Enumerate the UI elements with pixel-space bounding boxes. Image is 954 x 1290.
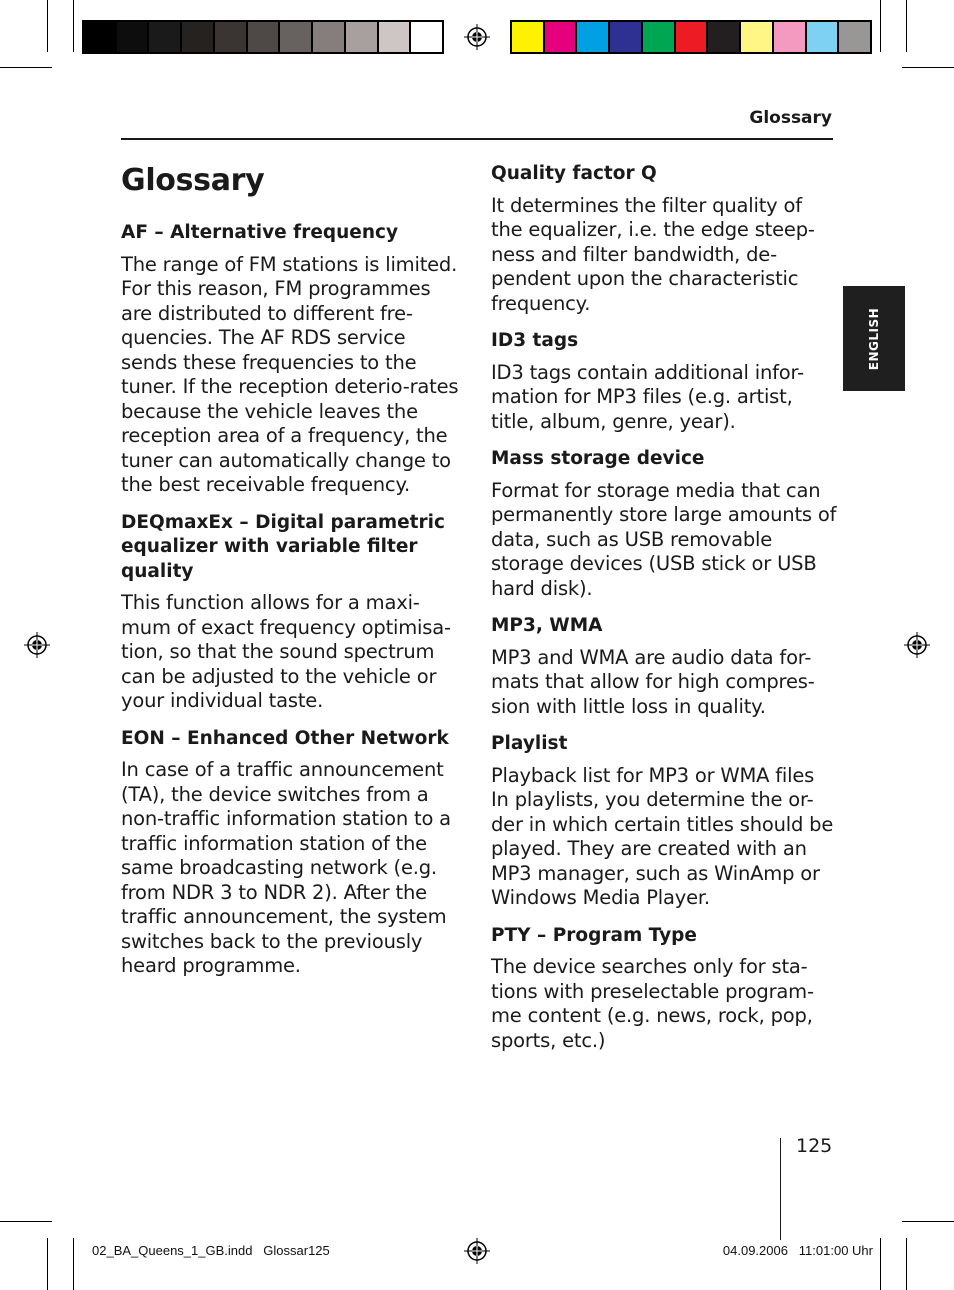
crop-mark	[880, 0, 881, 52]
glossary-entry	[491, 732, 837, 911]
entry-definition: Playback list for MP3 or WMA files In playlists, you determine the or-der in which certain titles should be played. They are created with an MP3 manager, such as WinAmp or Windows Media Player.	[491, 763, 834, 909]
page-title: Glossary	[121, 163, 265, 198]
process-color-swatch	[837, 22, 870, 52]
entry-definition: In case of a traffic announcement (TA), the device switches from a non-traffic information station to a traffic information station of the same broadcasting network (e.g. from NDR 3 to NDR 2). After the traffic announcement, the system switches back to the previously heard programme.	[121, 758, 451, 977]
process-color-swatch	[805, 22, 838, 52]
registration-mark-icon	[904, 632, 930, 658]
entry-term: PTY – Program Type	[491, 924, 697, 946]
registration-mark-icon	[24, 632, 50, 658]
grayscale-swatch	[147, 22, 180, 52]
process-color-swatch	[543, 22, 576, 52]
entry-definition: Format for storage media that can permanently store large amounts of data, such as USB removable storage devices (USB stick or USB hard disk).	[491, 478, 837, 600]
crop-mark	[902, 67, 954, 68]
header-rule	[121, 138, 833, 140]
running-head: Glossary	[749, 108, 832, 128]
entry-term: EON – Enhanced Other Network	[121, 727, 449, 749]
registration-mark-icon	[464, 1238, 490, 1264]
glossary-entry	[491, 924, 837, 1054]
process-color-bar	[510, 20, 872, 54]
entry-definition: The device searches only for sta-tions with preselectable program-me content (e.g. news, rock, pop, sports, etc.)	[491, 955, 814, 1052]
grayscale-swatch	[344, 22, 377, 52]
entry-definition: It determines the filter quality of the equalizer, i.e. the edge steep-ness and filter bandwidth, de-pendent upon the characteristic frequency.	[491, 193, 815, 315]
crop-mark	[0, 1221, 52, 1222]
glossary-entry	[121, 221, 467, 498]
entry-definition: MP3 and WMA are audio data for-mats that allow for high compres-sion with little loss in quality.	[491, 645, 815, 718]
process-color-swatch	[512, 22, 543, 52]
process-color-swatch	[641, 22, 674, 52]
process-color-swatch	[706, 22, 739, 52]
glossary-entry	[491, 162, 837, 316]
glossary-entry	[121, 511, 467, 714]
process-color-swatch	[608, 22, 641, 52]
grayscale-swatch	[84, 22, 115, 52]
glossary-entry	[491, 329, 837, 434]
entry-term: Quality factor Q	[491, 163, 657, 184]
folio-rule	[780, 1138, 781, 1240]
process-color-swatch	[674, 22, 707, 52]
slug-file: 02_BA_Queens_1_GB.indd Glossar125	[92, 1243, 330, 1258]
crop-mark	[906, 0, 907, 52]
entry-definition: ID3 tags contain additional infor-mation for MP3 files (e.g. artist, title, album, genre, year).	[491, 360, 804, 433]
grayscale-swatch	[409, 22, 442, 52]
entry-term: Playlist	[491, 733, 568, 754]
crop-mark	[47, 1238, 48, 1290]
grayscale-swatch	[213, 22, 246, 52]
page-number: 125	[796, 1135, 833, 1157]
grayscale-swatch	[278, 22, 311, 52]
process-color-swatch	[739, 22, 772, 52]
registration-mark-icon	[464, 24, 490, 50]
grayscale-swatch	[377, 22, 410, 52]
language-tab-label: ENGLISH	[867, 307, 881, 370]
glossary-entry	[491, 447, 837, 601]
crop-mark	[880, 1238, 881, 1290]
grayscale-color-bar	[82, 20, 444, 54]
crop-mark	[0, 67, 52, 68]
entry-definition: This function allows for a maxi-mum of exact frequency optimisa-tion, so that the sound spectrum can be adjusted to the vehicle or your individual taste.	[121, 591, 451, 712]
crop-mark	[902, 1221, 954, 1222]
grayscale-swatch	[115, 22, 148, 52]
crop-mark	[73, 1238, 74, 1290]
right-column	[491, 162, 837, 1066]
grayscale-swatch	[246, 22, 279, 52]
entry-term: Mass storage device	[491, 448, 705, 469]
glossary-entry	[121, 727, 467, 979]
entry-term: AF – Alternative frequency	[121, 222, 399, 243]
entry-definition: The range of FM stations is limited. For this reason, FM programmes are distributed to different fre-quencies. The AF RDS service sends these frequencies to the tuner. If the reception deterio-rates because the vehicle leaves the reception area of a frequency, the tuner can automatically change to the best receivable frequency.	[121, 252, 459, 496]
slug-timestamp: 04.09.2006 11:01:00 Uhr	[722, 1243, 873, 1258]
crop-mark	[47, 0, 48, 52]
language-tab	[843, 286, 905, 391]
entry-term: ID3 tags	[491, 330, 579, 351]
process-color-swatch	[575, 22, 608, 52]
grayscale-swatch	[311, 22, 344, 52]
left-column	[121, 160, 467, 992]
grayscale-swatch	[180, 22, 213, 52]
process-color-swatch	[772, 22, 805, 52]
crop-mark	[73, 0, 74, 52]
entry-term: DEQmaxEx – Digital parametric equalizer with variable filter quality	[121, 511, 445, 582]
entry-term: MP3, WMA	[491, 615, 603, 636]
crop-mark	[906, 1238, 907, 1290]
glossary-entry	[491, 614, 837, 719]
